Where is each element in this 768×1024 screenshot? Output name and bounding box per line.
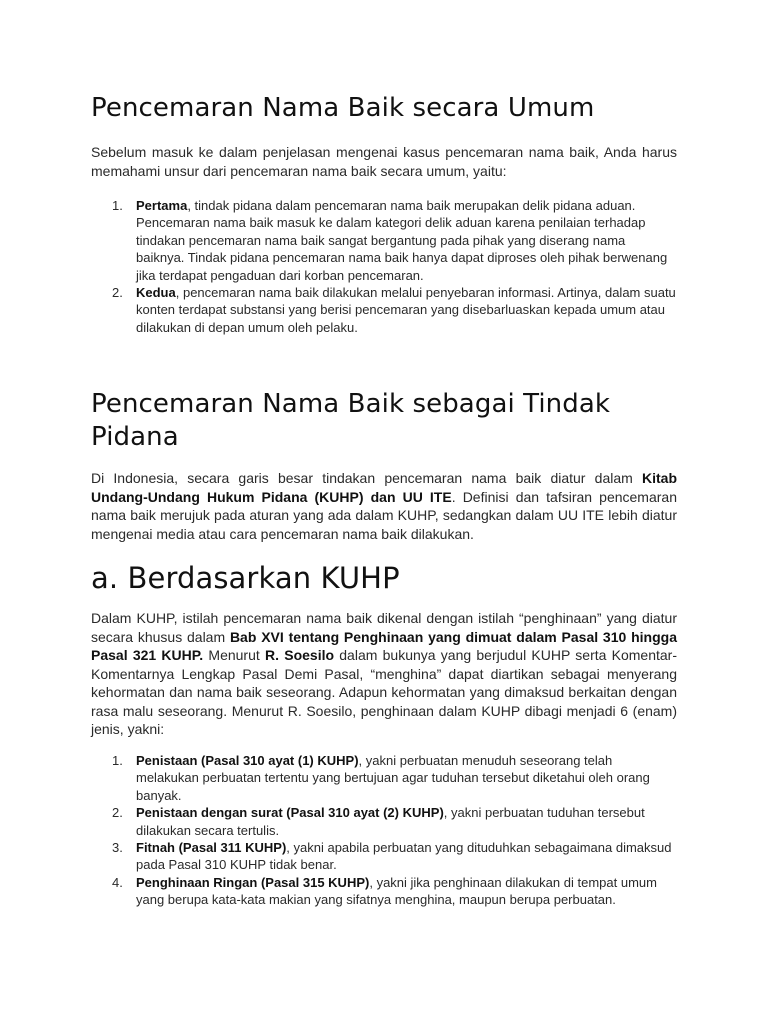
paragraph-text: dalam bukunya yang berjudul KUHP serta Komentar-Komentarnya Lengkap Pasal Demi Pasal, “menghina” dapat diartikan sebagai menyerang kehormatan dan nama baik seseorang. Adapun kehormatan yang dimaksud berkaitan dengan rasa malu seseorang. Menurut R. Soesilo, penghinaan dalam KUHP dibagi menjadi 6 (enam) jenis, yakni: [91,647,678,737]
list-item-bold: Penistaan (Pasal 310 ayat (1) KUHP) [136,753,359,768]
paragraph-bold: Kitab Undang-Undang Hukum Pidana (KUHP) dan UU ITE [91,470,677,505]
list-number: 4. [112,874,123,890]
list-item-text: , yakni perbuatan tuduhan tersebut dilakukan secara tertulis. [136,805,645,838]
list-item-text: , yakni perbuatan menuduh seseorang telah melakukan perbuatan tertentu yang bertujuan agar tuduhan tersebut diketahui oleh orang banyak. [136,753,650,803]
paragraph-text: Dalam KUHP, istilah pencemaran nama baik dikenal dengan istilah “penghinaan” yang diatur secara khusus dalam [91,610,677,645]
paragraph-text: Menurut [203,647,265,663]
list-item-bold: Pertama [136,198,188,213]
list-item [91,284,677,336]
list-item [91,197,677,284]
paragraph-umum-intro: Sebelum masuk ke dalam penjelasan mengenai kasus pencemaran nama baik, Anda harus memahami unsur dari pencemaran nama baik secara umum, yaitu: [91,144,677,179]
list-item-text: , pencemaran nama baik dilakukan melalui penyebaran informasi. Artinya, dalam suatu konten terdapat substansi yang berisi pencemaran yang disebarluaskan kepada umum atau dilakukan di depan umum oleh pelaku. [136,285,676,335]
list-number: 1. [112,198,123,213]
list-item [91,752,677,804]
list-number: 2. [112,805,123,821]
paragraph-bold: R. Soesilo [265,647,335,663]
list-item-text: , yakni apabila perbuatan yang dituduhkan sebagaimana dimaksud pada Pasal 310 KUHP tidak benar. [136,840,672,873]
list-item-bold: Penistaan dengan surat (Pasal 310 ayat (2) KUHP) [136,805,444,821]
paragraph-text: . Definisi dan tafsiran pencemaran nama baik merujuk pada aturan yang ada dalam KUHP, sedangkan dalam UU ITE lebih diatur mengenai media atau cara pencemaran nama baik dilakukan. [91,488,677,542]
list-unsur [91,197,677,336]
heading-tindak-pidana: Pencemaran Nama Baik sebagai Tindak Pidana [91,389,611,452]
paragraph-tindak-pidana [91,469,677,543]
heading-umum: Pencemaran Nama Baik secara Umum [91,93,595,123]
list-item [91,804,677,839]
list-item [91,874,677,909]
list-item-bold: Kedua [136,285,176,301]
list-item-text: , yakni jika penghinaan dilakukan di tempat umum yang berupa kata-kata makian yang sifatnya menghina, maupun berupa perbuatan. [136,874,657,908]
list-number: 3. [112,840,123,856]
list-item-bold: Penghinaan Ringan (Pasal 315 KUHP) [136,874,370,890]
paragraph-kuhp [91,609,677,739]
list-number: 2. [112,285,123,301]
heading-kuhp: a. Berdasarkan KUHP [91,561,400,595]
list-item [91,839,677,874]
list-item-text: , tindak pidana dalam pencemaran nama baik merupakan delik pidana aduan. Pencemaran nama baik masuk ke dalam kategori delik aduan karena penilaian terhadap tindakan pencemaran nama baik sangat bergantung pada pihak yang diserang nama baiknya. Tindak pidana pencemaran nama baik hanya dapat diproses oleh pihak berwenang jika terdapat pengaduan dari korban pencemaran. [136,198,668,283]
list-number: 1. [112,753,123,768]
list-item-bold: Fitnah (Pasal 311 KUHP) [136,840,287,856]
paragraph-text: Di Indonesia, secara garis besar tindakan pencemaran nama baik diatur dalam [91,470,642,486]
list-jenis-penghinaan [91,752,677,909]
paragraph-bold: Bab XVI tentang Penghinaan yang dimuat dalam Pasal 310 hingga Pasal 321 KUHP. [91,628,677,663]
